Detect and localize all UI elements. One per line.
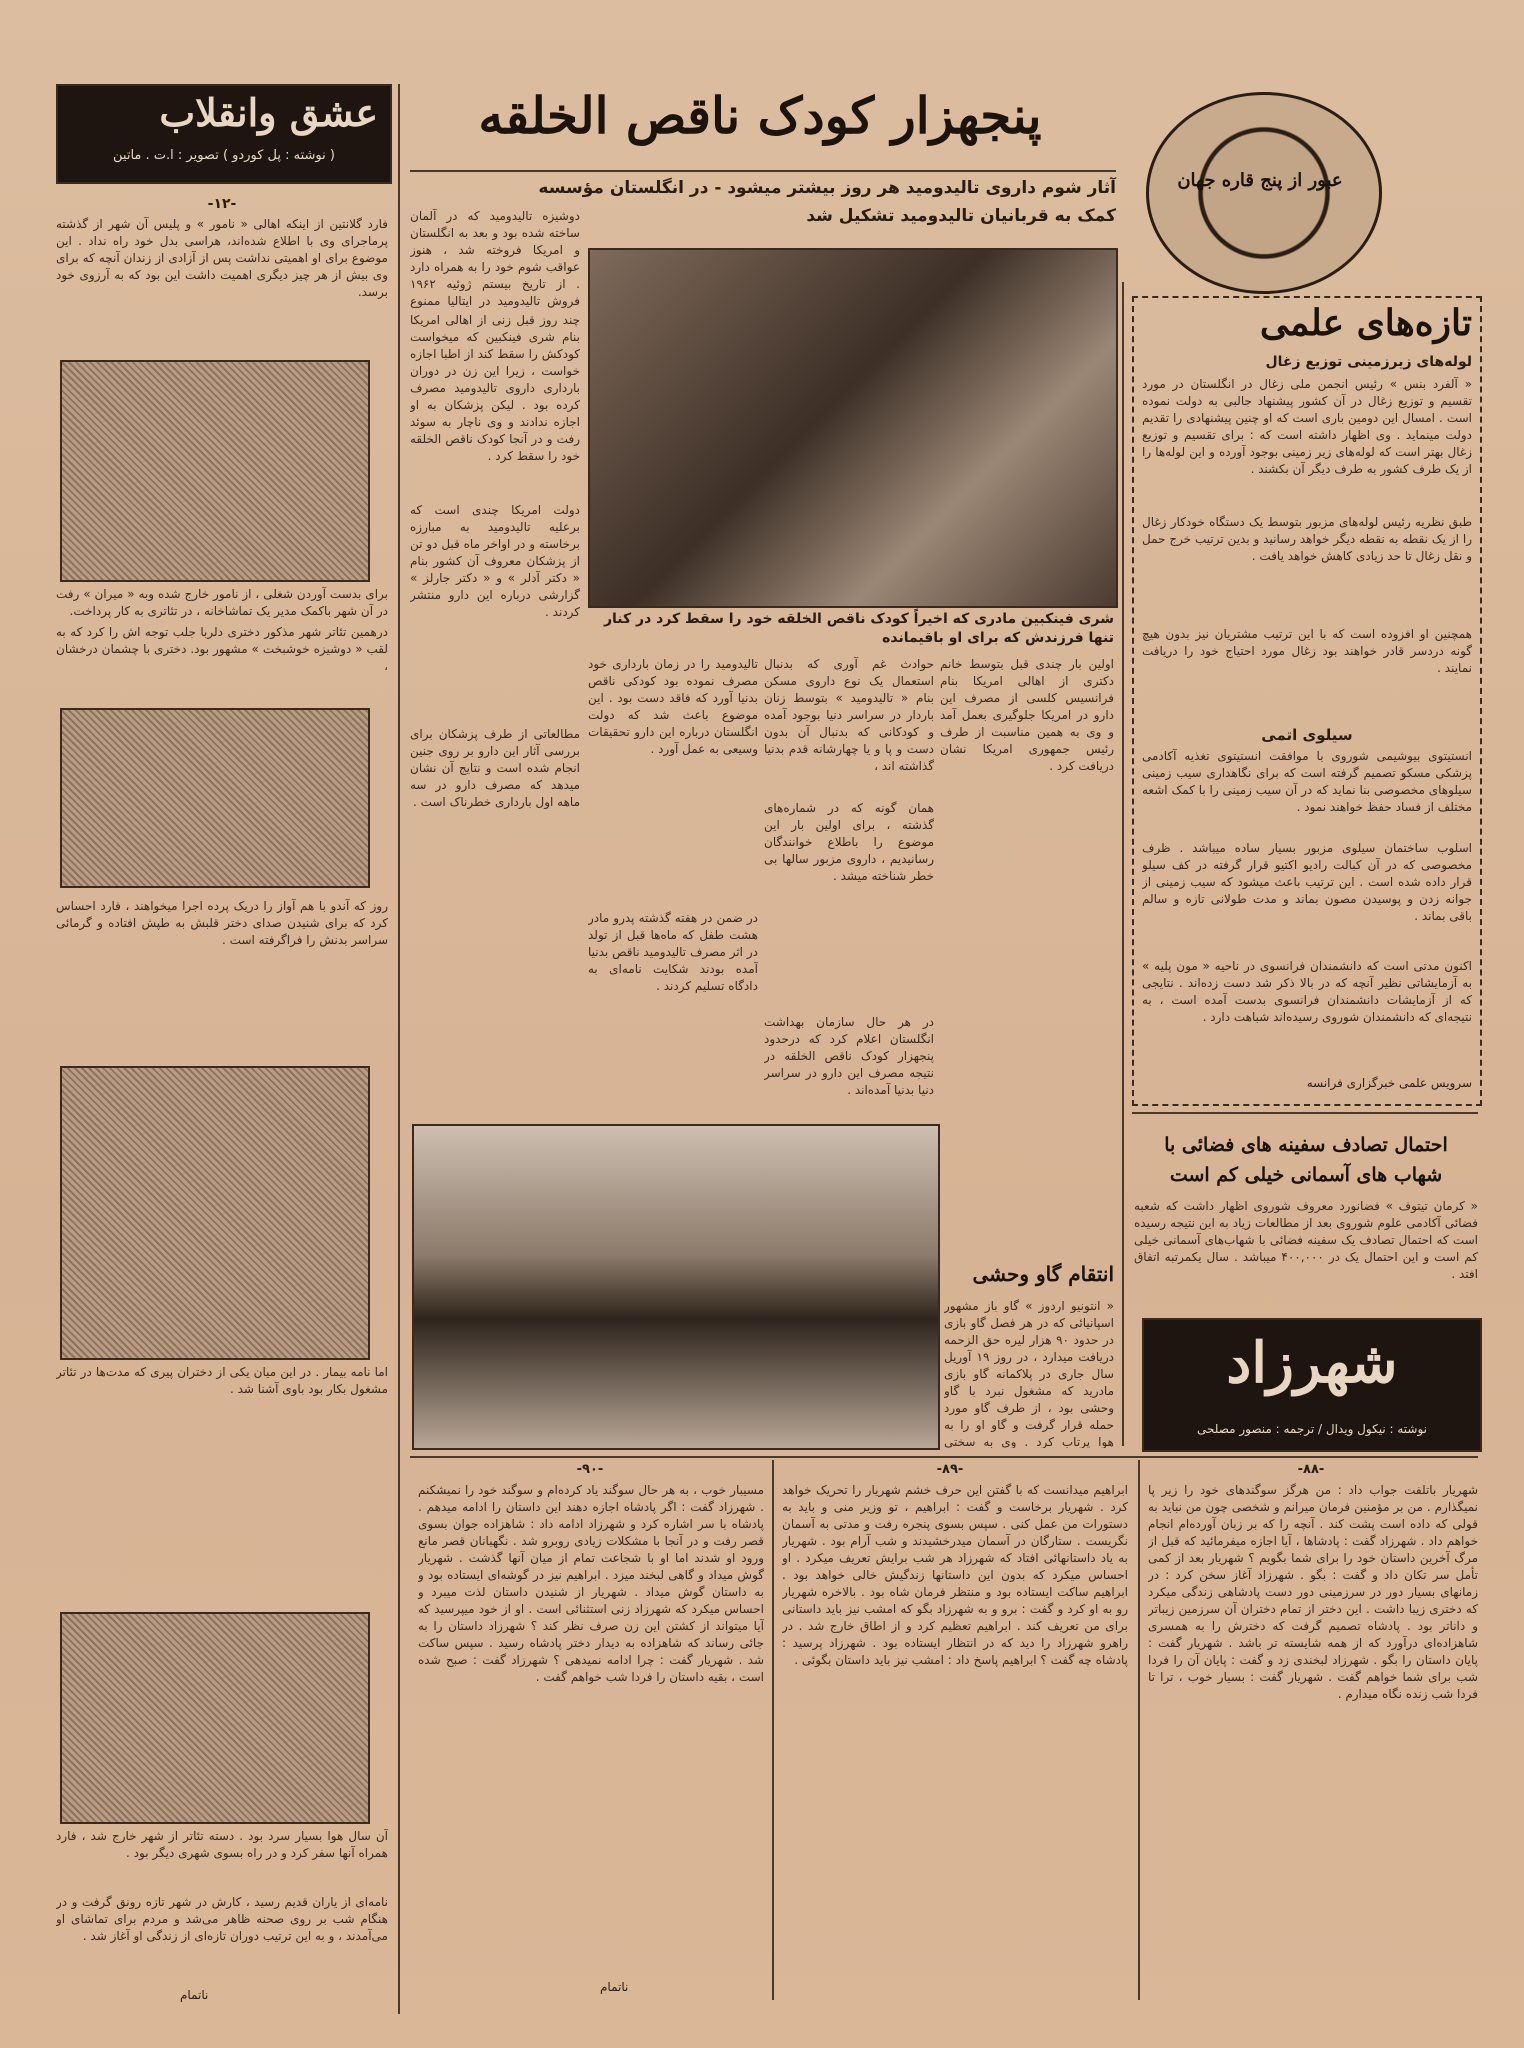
love-revolution-byline: ( نوشته : پل کوردو ) تصویر : ا.ت . ماتین bbox=[66, 148, 382, 163]
love-illustration bbox=[60, 360, 370, 582]
serial-column: مسیبار خوب ، به هر حال سوگند یاد کرده‌ام و سوگند خود را نمیشکنم . شهرزاد گفت : اگر پادشاه اجازه دهند این داستان را ادامه میدهم . پادشاه با سر اشاره کرد و شهرزاد ادامه داد : شاهزاده جوان بسوی قصر رفت و در آنجا با مشکلات زیادی روبرو شد . نگهبانان قصر مانع ورود او شدند اما او با شجاعت تمام از میان آنها گذشت . شهریار گوش میداد و گاهی لبخند میزد . ابراهیم نیز در گوشه‌ای ایستاده بود و به داستان گوش میداد . شهریار از شنیدن داستان لذت میبرد و احساس میکرد که شهرزاد زنی استثنائی است . او از خود میپرسید که آیا میتواند از کشتن این زن صرف نظر کند ؟ شهرزاد داستان را به جائی رساند که شاهزاده به دیدار دختر پادشاه رسید . سپس ساکت شد . شهریار گفت : چرا ادامه نمیدهی ؟ شهرزاد گفت : صبح شده است ، بقیه داستان را فردا شب خواهم گفت . bbox=[418, 1483, 764, 1684]
science-heading: سیلوی اتمی bbox=[1261, 726, 1353, 744]
love-paragraph: درهمین تئاتر شهر مذکور دختری دلربا جلب توجه اش را کرد که به لقب « دوشیزه خوشبخت » مشهور بود. دختری با چشمان درخشان ، bbox=[56, 625, 388, 673]
love-continued: ناتمام bbox=[180, 1988, 209, 2002]
serial-column: شهریار باتلفت جواب داد : من هرگز سوگندهای خود را زیر پا نمیگذارم . من بر مؤمنین فرمان میرانم و شخصی چون من نباید به قولی که داده است پشت کند . آنچه را که بر زبان آورده‌ام انجام خواهم داد . شهرزاد گفت : پادشاها ، آیا اجازه میفرمائید که قبل از مرگ آخرین داستان خود را برای شما بگویم ؟ شهریار بعد از کمی تأمل سر تکان داد و گفت : بگو . شهرزاد آغاز سخن کرد : در زمانهای بسیار دور در سرزمینی دور دست پادشاهی زندگی میکرد که دختری زیبا داشت . این دختر از تمام دختران آن سرزمین زیباتر و داناتر بود . پادشاه تصمیم گرفت که دخترش را به همسری شاهزاده‌ای درآورد که از همه شایسته تر باشد . شهریار گفت : پایان داستان را بگو . شهرزاد لبخندی زد و گفت : پایان آن را فردا شب برای شما خواهم گفت . شهریار گفت : بسیار خوب ، ترا تا فردا شب زنده نگاه میدارم . bbox=[1148, 1483, 1478, 1701]
space-title: احتمال تصادف سفینه های فضائی با bbox=[1164, 1134, 1448, 1156]
headline-rule bbox=[410, 170, 1116, 172]
science-paragraph: اکنون مدتی است که دانشمندان فرانسوی در ناحیه « مون پلیه » به آزمایشاتی نظیر آنچه که در بالا ذکر شد دست زده‌اند . نتایجی که از آزمایشات دانشمندان فرانسوی بدست آمده است ، به نتیجه‌ای که دانشمندان شوروی رسیده‌اند شباهت دارد . bbox=[1142, 959, 1472, 1024]
love-paragraph: اما نامه بیمار . در این میان یکی از دختران پیری که مدت‌ها در تئاتر مشغول بکار بود باوی آشنا شد . bbox=[56, 1365, 388, 1396]
article-column: چند روز قبل زنی از اهالی امریکا بنام شری فینکبین که میخواست کودکش را سقط کند از اطبا اجازه خواست ، زیرا این زن در دوران بارداری داروی تالیدومید مصرف کرده بود . لیکن پزشکان به او اجازه ندادند و وی ناچار به سوئد رفت و در آنجا کودک ناقص الخلقه خود را سقط کرد . bbox=[410, 313, 580, 463]
science-paragraph: همچنین او افزوده است که با این ترتیب مشتریان نیز بدون هیچ گونه دردسر قادر خواهند بود زغال مورد احتیاج خود را دریافت نمایند . bbox=[1142, 627, 1472, 675]
love-paragraph: روز که آندو با هم آواز را دریک پرده اجرا میخواهند ، فارد احساس کرد که برای شنیدن صدای دختر قلبش به طپش افتاده و گرمائی سراسر بدنش را فراگرفته است . bbox=[56, 899, 388, 947]
science-source: سرویس علمی خبرگزاری فرانسه bbox=[1306, 1076, 1472, 1090]
science-paragraph: طبق نظریه رئیس لوله‌های مزبور بتوسط یک دستگاه خودکار زغال را از یک نقطه به نقطه دیگر خواهد رسانید و بدین ترتیب خرج حمل و نقل زغال تا حد زیادی کاهش خواهد یافت . bbox=[1142, 515, 1472, 563]
science-paragraph: انستیتوی بیوشیمی شوروی با موافقت انستیتوی تغذیه آکادمی پزشکی مسکو تصمیم گرفته است که برای نگاهداری سیب زمینی سیلوهای مخصوصی بنا نماید که در آن سیب زمینی را با کمک اشعه مختلف از فساد حفظ خواهند نمود . bbox=[1142, 749, 1472, 814]
column-divider bbox=[398, 84, 400, 2014]
article-column: تالیدومید را در زمان بارداری خود مصرف نموده بود کودکی ناقص بدنیا آورد که فاقد دست بود . این موضوع باعث شد که دولت انگلستان درباره این دارو تحقیقات وسیعی به عمل آورد . bbox=[588, 657, 758, 756]
article-column: حوادث غم آوری که بدنبال استعمال یک نوع داروی مسکن بنام « تالیدومید » بتوسط زنان باردار در سراسر دنیا بوجود آمده و کودکانی که بدنبال آن بدون دست و پا و یا چهارشانه قدم بدنیا گذاشته اند ، bbox=[764, 657, 934, 773]
science-title: تازه‌های علمی bbox=[1259, 302, 1472, 344]
article-column: اولین بار چندی قبل بتوسط خانم دکتری از اهالی امریکا بنام فرانسیس کلسی از مصرف این دارو در امریکا جلوگیری بعمل آمد و وی به همین مناسبت از طرف رئیس جمهوری امریکا نشان دریافت کرد . bbox=[940, 657, 1114, 773]
love-paragraph: نامه‌ای از یاران قدیم رسید ، کارش در شهر تازه رونق گرفت و در هنگام شب بر روی صحنه ظاهر می‌شد و مردم برای تماشای او می‌آمدند ، و به این ترتیب دوران تازه‌ای از زندگی او آغاز شد . bbox=[56, 1895, 388, 1943]
world-emblem bbox=[1146, 92, 1382, 294]
column-divider bbox=[1122, 282, 1124, 1446]
love-revolution-title: عشق وانقلاب bbox=[159, 90, 378, 135]
serial-column: ابراهیم میدانست که با گفتن این حرف خشم شهریار را تحریک خواهد کرد . شهریار برخاست و گفت : ابراهیم ، تو وزیر منی و باید به دستورات من عمل کنی . سپس بسوی پنجره رفت و مدتی به آسمان نگریست . ستارگان در آسمان میدرخشیدند و شب آرام بود . شهریار به یاد داستانهائی افتاد که شهرزاد هر شب برایش تعریف میکرد . او احساس میکرد که بدون این داستانها زندگیش خالی خواهد بود . ابراهیم ساکت ایستاده بود و منتظر فرمان شاه بود . بالاخره شهریار رو به او کرد و گفت : برو و به شهرزاد بگو که امشب نیز باید داستانی برای من تعریف کند . ابراهیم تعظیم کرد و از اطاق خارج شد . در راهرو شهرزاد را دید که در انتظار ایستاده بود . شهرزاد پرسید : پادشاه چه گفت ؟ ابراهیم پاسخ داد : امشب نیز باید داستان بگوئی . bbox=[782, 1483, 1128, 1667]
shahrzad-byline: نوشته : نیکول ویدال / ترجمه : منصور مصلحی bbox=[1196, 1422, 1428, 1436]
shahrzad-header bbox=[1142, 1318, 1482, 1452]
article-column: دولت امریکا چندی است که برعلیه تالیدومید به مبارزه برخاسته و در اواخر ماه قبل دو تن از پزشکان معروف آن کشور بنام « دکتر آدلر » و « دکتر جارلز » گزارشی درباره این دارو منتشر کردند . bbox=[410, 503, 580, 619]
love-paragraph: برای بدست آوردن شغلی ، از نامور خارج شده وبه « میران » رفت در آن شهر باکمک مدیر یک تماشاخانه ، در تئاتری به کار پرداخت. bbox=[56, 587, 388, 618]
science-box bbox=[1132, 296, 1482, 1106]
love-illustration bbox=[60, 1066, 370, 1360]
bull-photo bbox=[412, 1124, 940, 1450]
love-paragraph: آن سال هوا بسیار سرد بود . دسته تئاتر از شهر خارج شد ، فارد همراه آنها سفر کرد و در راه بسوی شهری دیگر بود . bbox=[56, 1829, 388, 1860]
main-subheadline: کمک به قربانیان تالیدومید تشکیل شد bbox=[806, 206, 1116, 226]
section-rule bbox=[1132, 1112, 1478, 1114]
love-page-number: -۱۲- bbox=[207, 196, 237, 212]
science-paragraph: « آلفرد بنس » رئیس انجمن ملی زغال در انگلستان در مورد تقسیم و توزیع زغال در آن کشور پیشنهاد جالبی به دولت نموده است . امسال این دومین باری است که او چنین پیشنهادی را تقدیم دولت مینماید . وی اظهار داشته است که : برای تقسیم و توزیع زغال بهتر است که لوله‌های زیر زمینی بوجود آورده و این لوله‌ها را از یک طرف کشور به طرف دیگر آن بکشند . bbox=[1142, 377, 1472, 476]
space-title-line2: شهاب های آسمانی خیلی کم است bbox=[1169, 1164, 1443, 1186]
article-column: همان گونه که در شماره‌های گذشته ، برای اولین بار این موضوع را باطلاع خوانندگان رسانیدیم ، داروی مزبور سالها بی خطر شناخته میشد . bbox=[764, 801, 934, 883]
article-column: در ضمن در هفته گذشته پدرو مادر هشت طفل که ماه‌ها قبل از تولد در اثر مصرف تالیدومید ناقص بدنیا آمده بودند شکایت نامه‌ای به دادگاه تسلیم کردند . bbox=[588, 911, 758, 993]
serial-page-number: -۸۹- bbox=[936, 1462, 964, 1477]
section-rule bbox=[410, 1456, 1478, 1458]
shahrzad-title: شهرزاد bbox=[1226, 1330, 1398, 1396]
main-subheadline: آثار شوم داروی تالیدومید هر روز بیشتر میشود - در انگلستان مؤسسه bbox=[538, 178, 1116, 198]
serial-page-number: -۸۸- bbox=[1297, 1462, 1325, 1477]
space-text: « کرمان تیتوف » فضانورد معروف شوروی اظهار داشت که شعبه فضائی آکادمی علوم شوروی بعد از مطالعات زیاد به این نتیجه رسیده است که احتمال تصادف یک سفینه فضائی با شهاب‌های آسمانی خیلی کم است و این احتمال یک در ۴۰۰,۰۰۰ میباشد . سال یکمرتبه اتفاق افتد . bbox=[1134, 1199, 1478, 1281]
love-illustration bbox=[60, 708, 370, 888]
serial-page-number: -۹۰- bbox=[576, 1462, 604, 1477]
love-revolution-header bbox=[56, 84, 392, 184]
love-paragraph: فارد گلانتین از اینکه اهالی « نامور » و پلیس آن شهر از گذشته پرماجرای وی با اطلاع شده‌اند، هراسی بدل خود راه نداد . این موضوع برای او اهمیتی نداشت پس از آزادی از زندان آنچه که برای وی بیش از هر چیز دیگری اهمیت داشت این بود که به آرزوی خود برسد. bbox=[56, 217, 388, 299]
article-column: در هر حال سازمان بهداشت انگلستان اعلام کرد که درحدود پنجهزار کودک ناقص الخلقه در نتیجه مصرف این دارو در سراسر دنیا بدنیا آمده‌اند . bbox=[764, 1015, 934, 1097]
column-divider bbox=[772, 1460, 774, 2000]
bull-text: « انتونیو اردوز » گاو باز مشهور اسپانیائی که در هر فصل گاو بازی در حدود ۹۰ هزار لیره حق الزحمه دریافت میدارد ، در روز ۱۹ آوریل سال جاری در پلاکمانه گاو بازی مادرید که مشغول نبرد با گاو وحشی بود ، از طرف گاو مورد حمله قرار گرفت و گاو او را به هوا پرتاب کرد . وی به سختی bbox=[944, 1299, 1114, 1448]
love-illustration bbox=[60, 1612, 370, 1824]
column-divider bbox=[1138, 1460, 1140, 2000]
science-heading: لوله‌های زیرزمینی توزیع زغال bbox=[1265, 354, 1472, 370]
main-headline: پنجهزار کودک ناقص الخلقه bbox=[478, 86, 1042, 145]
world-emblem-label: عبور از پنج قاره جهان bbox=[1177, 170, 1343, 191]
science-paragraph: اسلوب ساختمان سیلوی مزبور بسیار ساده میباشد . ظرف مخصوصی که در آن کبالت رادیو اکتیو قرار گرفته در کف سیلو قرار داده شده است . این ترتیب باعث میشود که سیب زمینی از جوانه زدن و پوسیدن مصون بماند و مدت طولانی تازه و سالم باقی بماند . bbox=[1142, 841, 1472, 923]
article-column: دوشیزه تالیدومید که در آلمان ساخته شده بود و بعد به انگلستان و امریکا فروخته شد ، هنوز عواقب شوم خود را به همراه دارد . از تاریخ بیستم ژوئیه ۱۹۶۲ فروش تالیدومید در ایتالیا ممنوع bbox=[410, 209, 580, 308]
kiss-photo bbox=[588, 248, 1118, 608]
article-column: مطالعاتی از طرف پزشکان برای بررسی آثار این دارو بر روی جنین انجام شده است و نتایج آن نشان میدهد که مصرف دارو در سه ماهه اول بارداری خطرناک است . bbox=[410, 727, 580, 809]
serial-continued: ناتمام bbox=[600, 1980, 629, 1994]
photo-caption: شری فینکبین مادری که اخیراً کودک ناقص الخلقه خود را سقط کرد در کنار تنها فرزندش که برای او باقیمانده bbox=[603, 611, 1114, 646]
bull-title: انتقام گاو وحشی bbox=[972, 1262, 1114, 1286]
